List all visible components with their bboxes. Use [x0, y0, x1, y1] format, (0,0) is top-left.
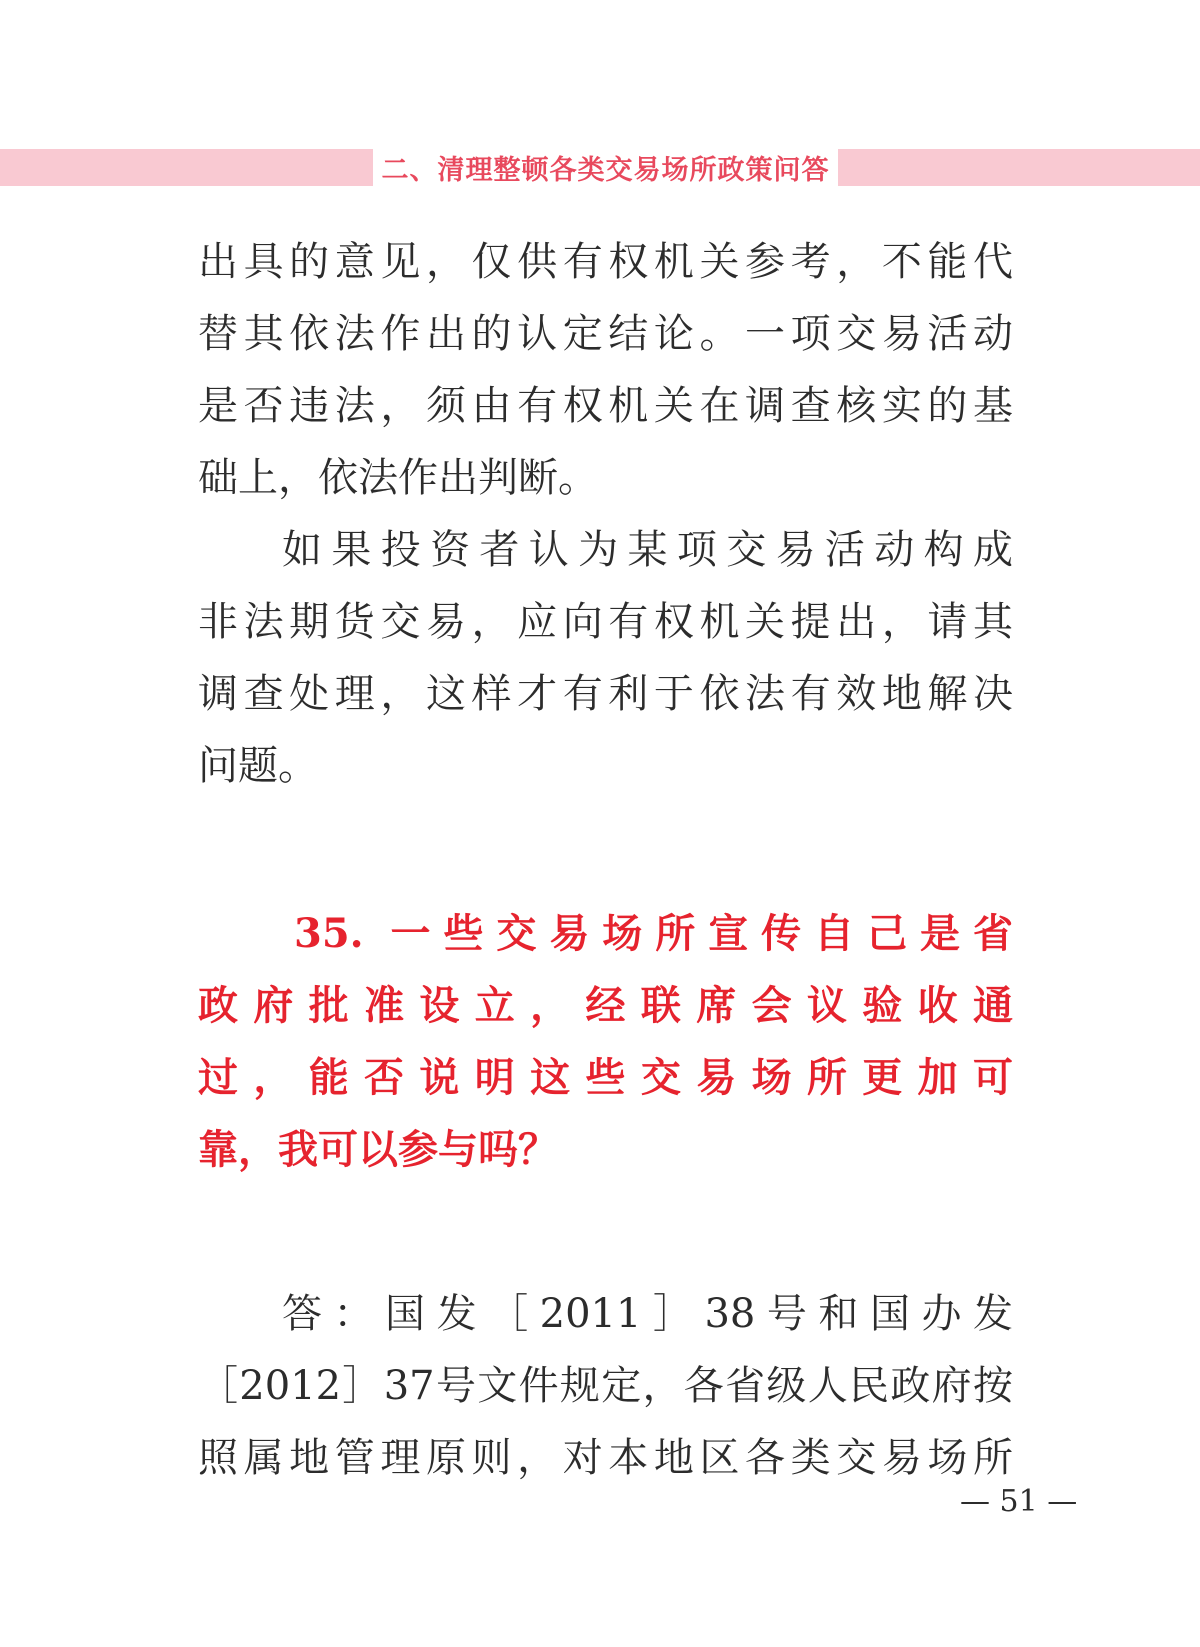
question-line: 靠，我可以参与吗？: [198, 1127, 558, 1173]
section-title: 二、清理整顿各类交易场所政策问答: [381, 154, 830, 186]
question-line: 过，能否说明这些交易场所更加可: [198, 1055, 1013, 1101]
section-header: [373, 146, 838, 188]
text-line: 出具的意见，仅供有权机关参考，不能代: [198, 239, 1013, 285]
text-line: 是否违法，须由有权机关在调查核实的基: [198, 383, 1013, 429]
paragraph-continuation: [198, 226, 1013, 514]
question-line-text: 一些交易场所宣传自己是省: [390, 911, 1013, 957]
answer-line: 答：国发［2011］38号和国办发: [282, 1291, 1013, 1337]
question-heading: [198, 898, 1013, 1186]
text-line: 问题。: [198, 743, 318, 789]
text-line: 非法期货交易，应向有权机关提出，请其: [198, 599, 1013, 645]
question-number: 35.: [294, 910, 364, 957]
question-line: [198, 898, 1013, 970]
text-line: 调查处理，这样才有利于依法有效地解决: [198, 671, 1013, 717]
page-content: [198, 226, 1013, 1494]
answer-line: ［2012］37号文件规定，各省级人民政府按: [198, 1363, 1013, 1409]
question-line: 政府批准设立，经联席会议验收通: [198, 983, 1013, 1029]
paragraph-investor-advice: [198, 514, 1013, 802]
answer-paragraph: [198, 1278, 1013, 1494]
answer-line: 照属地管理原则，对本地区各类交易场所: [198, 1435, 1013, 1481]
text-line: 替其依法作出的认定结论。一项交易活动: [198, 311, 1013, 357]
page-number: — 51 —: [960, 1484, 1078, 1519]
text-line: 如果投资者认为某项交易活动构成: [282, 527, 1013, 573]
text-line: 础上，依法作出判断。: [198, 455, 598, 501]
